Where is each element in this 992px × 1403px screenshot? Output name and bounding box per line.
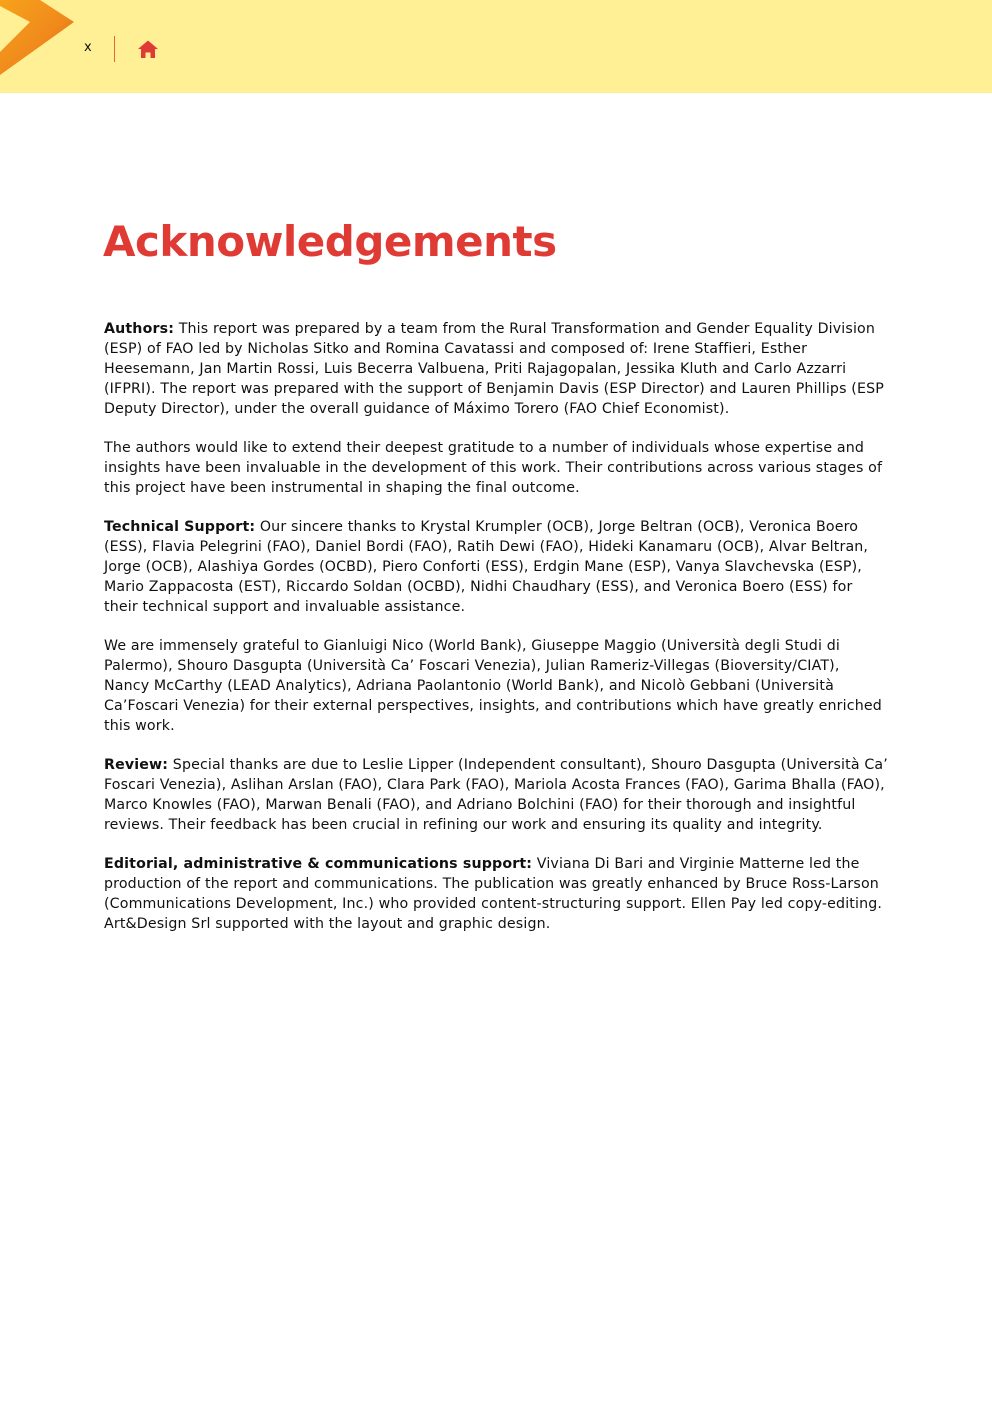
paragraph-text: Special thanks are due to Leslie Lipper (Independent consultant), Shouro Dasgupta (Università Ca’ Foscari Venezia), Aslihan Arslan (FAO), Clara Park (FAO), Mariola Acosta Frances (FAO), Garima Bhalla (FAO), Marco Knowles (FAO), Marwan Benali (FAO), and Adriano Bolchini (FAO) for their thorough and insightful reviews. Their feedback has been crucial in refining our work and ensuring its quality and integrity. (104, 757, 888, 833)
orange-chevron-icon (0, 0, 76, 76)
paragraph-authors (104, 319, 888, 419)
paragraph-text: This report was prepared by a team from the Rural Transformation and Gender Equality Division (ESP) of FAO led by Nicholas Sitko and Romina Cavatassi and composed of: Irene Staffieri, Esther Heesemann, Jan Martin Rossi, Luis Becerra Valbuena, Priti Rajagopalan, Jessika Kluth and Carlo Azzarri (IFPRI). The report was prepared with the support of Benjamin Davis (ESP Director) and Lauren Phillips (ESP Deputy Director), under the overall guidance of Máximo Torero (FAO Chief Economist). (104, 321, 884, 417)
paragraph-gratitude (104, 438, 888, 498)
header-divider (114, 36, 115, 62)
acknowledgements-body (104, 319, 888, 953)
paragraph-lead: Review: (104, 757, 169, 773)
paragraph-text: The authors would like to extend their deepest gratitude to a number of individuals whose expertise and insights have been invaluable in the development of this work. Their contributions across various stages of this project have been instrumental in shaping the final outcome. (104, 440, 883, 496)
paragraph-external-contributors (104, 636, 888, 736)
paragraph-editorial-support (104, 854, 888, 934)
paragraph-lead: Editorial, administrative & communications support: (104, 856, 533, 872)
home-button[interactable] (137, 39, 159, 59)
paragraph-lead: Authors: (104, 321, 175, 337)
home-icon (137, 39, 159, 59)
page-number: x (84, 40, 92, 55)
paragraph-text: Our sincere thanks to Krystal Krumpler (OCB), Jorge Beltran (OCB), Veronica Boero (ESS), Flavia Pelegrini (FAO), Daniel Bordi (FAO), Ratih Dewi (FAO), Hideki Kanamaru (OCB), Alvar Beltran, Jorge (OCB), Alashiya Gordes (OCBD), Piero Conforti (ESS), Erdgin Mane (ESP), Vanya Slavchevska (ESP), Mario Zappacosta (EST), Riccardo Soldan (OCBD), Nidhi Chaudhary (ESS), and Veronica Boero (ESS) for their technical support and invaluable assistance. (104, 519, 869, 615)
paragraph-text: Viviana Di Bari and Virginie Matterne led the production of the report and communications. The publication was greatly enhanced by Bruce Ross-Larson (Communications Development, Inc.) who provided content-structuring support. Ellen Pay led copy-editing. Art&Design Srl supported with the layout and graphic design. (104, 856, 883, 932)
header-bar (0, 0, 992, 93)
paragraph-lead: Technical Support: (104, 519, 256, 535)
page-title: Acknowledgements (103, 217, 557, 266)
paragraph-review (104, 755, 888, 835)
paragraph-technical-support (104, 517, 888, 617)
paragraph-text: We are immensely grateful to Gianluigi Nico (World Bank), Giuseppe Maggio (Università degli Studi di Palermo), Shouro Dasgupta (Università Ca’ Foscari Venezia), Julian Rameriz-Villegas (Bioversity/CIAT), Nancy McCarthy (LEAD Analytics), Adriana Paolantonio (World Bank), and Nicolò Gebbani (Università Ca’Foscari Venezia) for their external perspectives, insights, and contributions which have greatly enriched this work. (104, 638, 882, 734)
